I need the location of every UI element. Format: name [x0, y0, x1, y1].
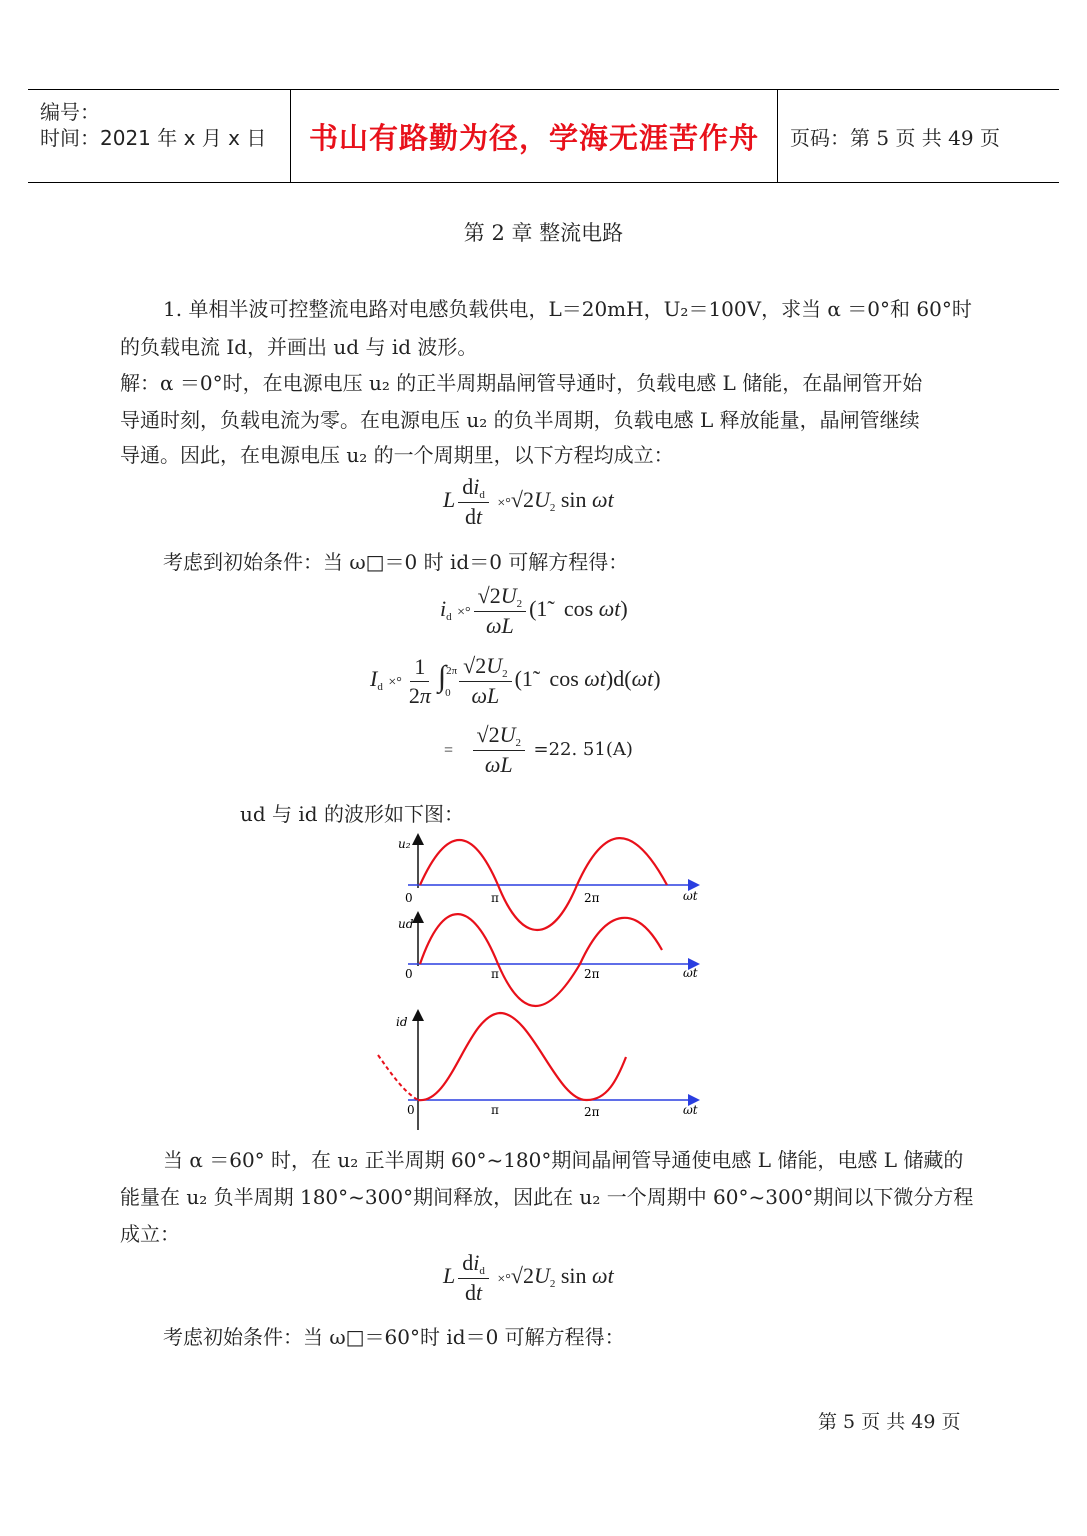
- initial-condition-1: 考虑到初始条件：当 ω□＝0 时 id＝0 可解方程得：: [163, 550, 629, 574]
- ud-2pi-label: 2π: [584, 967, 600, 981]
- ud-axis-label: ud: [398, 917, 414, 931]
- page-footer: 第 5 页 共 49 页: [818, 1411, 961, 1433]
- ud-pi-label: π: [491, 967, 499, 981]
- header-page-number: 页码：第 5 页 共 49 页: [790, 125, 1000, 150]
- initial-condition-2: 考虑初始条件：当 ω□＝60°时 id＝0 可解方程得：: [163, 1325, 625, 1349]
- ud-omega-t-label: ωt: [683, 966, 698, 980]
- id-waveform-dashed: [378, 1055, 418, 1100]
- ud-waveform: [420, 914, 662, 1006]
- equation-4-result: =22. 51(A): [533, 739, 633, 761]
- chapter-title: 第 2 章 整流电路: [463, 221, 624, 245]
- ud-zero-label: 0: [405, 967, 413, 981]
- equation-3: $I_d$ ×° $\frac{1}{2\pi}$ ∫$^{2\pi}_0$ $\frac{√2U_2}{\omega L}$ (1̃ cos ωt)d(ωt): [370, 653, 661, 708]
- question-line-1: 1. 单相半波可控整流电路对电感负载供电，L＝20mH，U₂＝100V，求当 α ＝0°和 60°时: [163, 297, 972, 321]
- header-motto: 书山有路勤为径，学海无涯苦作舟: [308, 120, 759, 155]
- solution-line-3: 导通。因此，在电源电压 u₂ 的一个周期里，以下方程均成立：: [120, 443, 674, 467]
- id-zero-label: 0: [407, 1103, 415, 1117]
- header-meta-cell: [28, 90, 291, 182]
- id-waveform: [418, 1013, 626, 1100]
- id-2pi-label: 2π: [584, 1105, 600, 1119]
- id-omega-t-label: ωt: [683, 1103, 698, 1117]
- waveform-figure: [372, 830, 712, 1130]
- u2-axis-label: u₂: [398, 837, 411, 851]
- u2-plot: [398, 836, 698, 930]
- equation-5: L $\frac{di_d}{dt}$ $\times^\circ√2U_2$ sin ωt: [443, 1250, 614, 1305]
- equation-4: = $\frac{√2U_2}{\omega L}$ =22. 51(A): [444, 722, 633, 777]
- alpha60-line-3: 成立：: [120, 1222, 180, 1246]
- id-pi-label: π: [491, 1103, 499, 1117]
- u2-waveform: [420, 838, 667, 930]
- solution-line-1: 解：α ＝0°时，在电源电压 u₂ 的正半周期晶闸管导通时，负载电感 L 储能，在晶闸管开始: [120, 371, 923, 395]
- alpha60-line-1: 当 α ＝60° 时，在 u₂ 正半周期 60°~180°期间晶闸管导通使电感 L 储能，电感 L 储藏的: [163, 1148, 964, 1172]
- u2-pi-label: π: [491, 891, 499, 905]
- document-number-label: 编号：: [40, 100, 100, 124]
- u2-omega-t-label: ωt: [683, 889, 698, 903]
- id-axis-label: id: [396, 1015, 408, 1029]
- document-header: [28, 89, 1059, 183]
- waveform-intro: ud 与 id 的波形如下图：: [240, 802, 464, 826]
- u2-zero-label: 0: [405, 891, 413, 905]
- id-plot: [378, 1012, 698, 1130]
- equation-1: L $\frac{di_d}{dt}$ $\times^\circ√2U_2$ sin ωt: [443, 474, 614, 529]
- header-motto-cell: [291, 90, 778, 182]
- equation-2: $i_d$ ×° $\frac{√2U_2}{\omega L}$ (1̃ cos ωt): [440, 583, 628, 638]
- u2-2pi-label: 2π: [584, 891, 600, 905]
- document-date-label: 时间：2021 年 x 月 x 日: [40, 126, 267, 150]
- question-line-2: 的负载电流 Id，并画出 ud 与 id 波形。: [120, 335, 478, 359]
- solution-line-2: 导通时刻，负载电流为零。在电源电压 u₂ 的负半周期，负载电感 L 释放能量，晶闸管继续: [120, 408, 920, 432]
- alpha60-line-2: 能量在 u₂ 负半周期 180°~300°期间释放，因此在 u₂ 一个周期中 60°~300°期间以下微分方程: [120, 1185, 974, 1209]
- header-page-cell: [778, 90, 1059, 182]
